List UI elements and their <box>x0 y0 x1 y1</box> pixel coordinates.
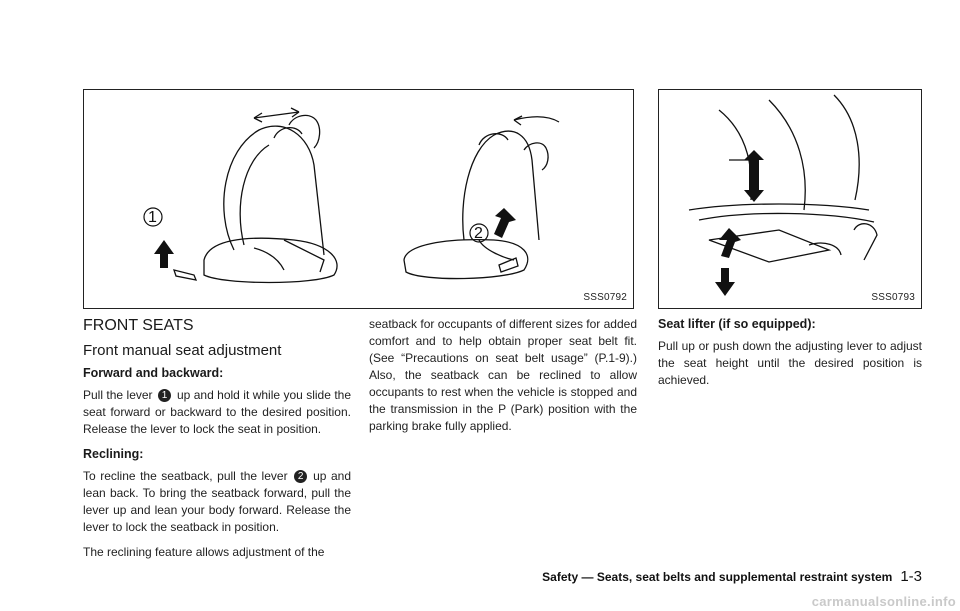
forward-heading: Forward and backward: <box>83 366 224 380</box>
callout-marker-1: 1 <box>158 389 171 402</box>
callout-marker-2: 2 <box>294 470 307 483</box>
reclining-paragraph-2: The reclining feature allows adjustment of the <box>83 545 325 559</box>
reclining-heading: Reclining: <box>83 447 144 461</box>
seat-figure-forward-recline <box>83 89 634 309</box>
section-title: FRONT SEATS <box>83 317 194 334</box>
lifter-heading: Seat lifter (if so equipped): <box>658 317 816 331</box>
text-column-3 <box>658 316 922 397</box>
text-column-2 <box>369 316 637 443</box>
callout-1: 1 <box>148 209 157 226</box>
forward-text-before: Pull the lever <box>83 388 153 402</box>
figure-code: SSS0792 <box>583 292 627 303</box>
subsection-title: Front manual seat adjustment <box>83 342 282 359</box>
reclining-text-after: up and lean back. To bring the seatback forward, pull the lever up and lean your body forward. Release the lever to lock the seatback in position. <box>83 469 351 534</box>
seat-figure-lifter <box>658 89 922 309</box>
reclining-text-before: To recline the seatback, pull the lever <box>83 469 288 483</box>
forward-paragraph <box>83 387 351 438</box>
forward-text-after: up and hold it while you slide the seat forward or backward to the desired position. Release the lever to lock the seat in position. <box>83 388 351 436</box>
seat-lifter-illustration <box>659 90 923 310</box>
chapter-title: Safety — Seats, seat belts and supplemental restraint system <box>542 570 893 584</box>
callout-2: 2 <box>474 225 483 242</box>
page-number: 1-3 <box>900 568 922 585</box>
reclining-paragraph <box>83 468 351 536</box>
text-column-1 <box>83 316 351 569</box>
lifter-paragraph: Pull up or push down the adjusting lever to adjust the seat height until the desired position is achieved. <box>658 339 922 387</box>
reclining-continued-paragraph: seatback for occupants of different sizes for added comfort and to help obtain proper seat belt fit. (See “Precautions on seat belt usage” (P.1-9).) Also, the seatback can be reclined to allow occupants to rest when the vehicle is stopped and the transmission in the P (Park) position with the parking brake fully applied. <box>369 317 637 433</box>
seat-illustration <box>84 90 635 310</box>
page-footer <box>510 568 922 585</box>
watermark: carmanualsonline.info <box>811 594 956 609</box>
figure-code: SSS0793 <box>871 292 915 303</box>
